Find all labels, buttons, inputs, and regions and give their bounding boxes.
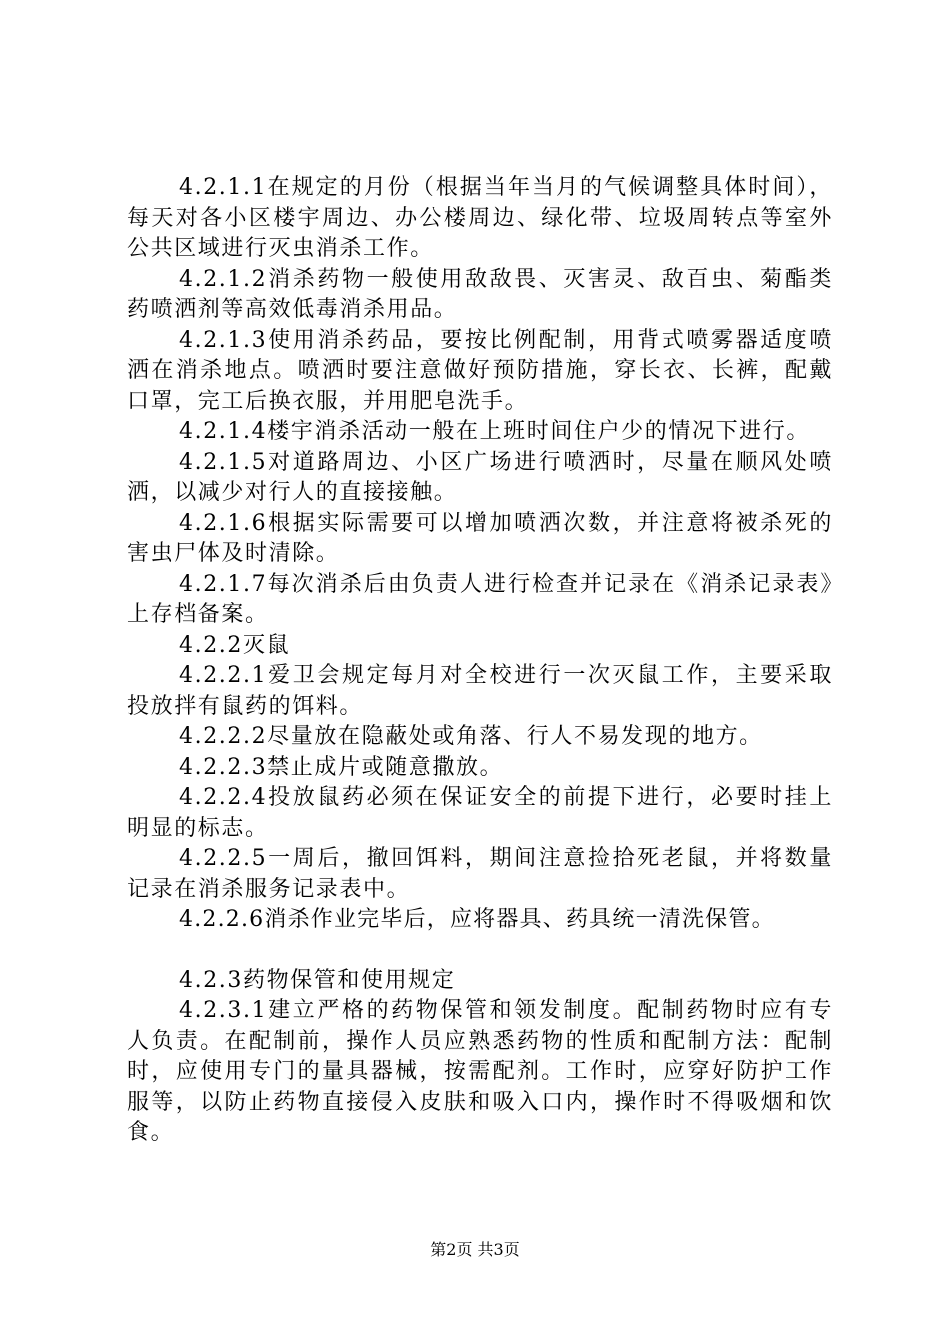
- paragraph-4-2-2-5: 4.2.2.5一周后，撤回饵料，期间注意捡拾死老鼠，并将数量记录在消杀服务记录表中。: [127, 846, 833, 902]
- paragraph-4-2-1-6: 4.2.1.6根据实际需要可以增加喷洒次数，并注意将被杀死的害虫尸体及时清除。: [127, 510, 833, 566]
- paragraph-4-2-3-1: 4.2.3.1建立严格的药物保管和领发制度。配制药物时应有专人负责。在配制前，操作人员应熟悉药物的性质和配制方法：配制时，应使用专门的量具器械，按需配剂。工作时，应穿好防护工作服等，以防止药物直接侵入皮肤和吸入口内，操作时不得吸烟和饮食。: [127, 998, 833, 1145]
- paragraph-4-2-2-3: 4.2.2.3禁止成片或随意撒放。: [179, 754, 504, 780]
- page-number-footer: 第2页 共3页: [430, 1240, 520, 1259]
- paragraph-4-2-1-5: 4.2.1.5对道路周边、小区广场进行喷洒时，尽量在顺风处喷洒，以减少对行人的直接接触。: [127, 449, 833, 505]
- paragraph-4-2-1-4: 4.2.1.4楼宇消杀活动一般在上班时间住户少的情况下进行。: [179, 419, 810, 444]
- paragraph-4-2-2-6: 4.2.2.6消杀作业完毕后，应将器具、药具统一清洗保管。: [179, 907, 775, 932]
- paragraph-4-2-1-3: 4.2.1.3使用消杀药品，要按比例配制，用背式喷雾器适度喷洒在消杀地点。喷洒时要注意做好预防措施，穿长衣、长裤，配戴口罩，完工后换衣服，并用肥皂洗手。: [127, 327, 833, 414]
- section-heading-4-2-3: 4.2.3药物保管和使用规定: [179, 967, 456, 993]
- paragraph-4-2-1-1: 4.2.1.1在规定的月份（根据当年当月的气候调整具体时间），每天对各小区楼宇周边、办公楼周边、绿化带、垃圾周转点等室外公共区域进行灭虫消杀工作。: [127, 175, 833, 261]
- section-heading-4-2-2: 4.2.2灭鼠: [179, 632, 291, 658]
- paragraph-4-2-1-7: 4.2.1.7每次消杀后由负责人进行检查并记录在《消杀记录表》上存档备案。: [127, 571, 833, 627]
- document-body: [127, 173, 833, 1149]
- paragraph-4-2-2-1: 4.2.2.1爱卫会规定每月对全校进行一次灭鼠工作，主要采取投放拌有鼠药的饵料。: [127, 663, 833, 719]
- paragraph-4-2-2-2: 4.2.2.2尽量放在隐蔽处或角落、行人不易发现的地方。: [179, 724, 763, 749]
- paragraph-4-2-2-4: 4.2.2.4投放鼠药必须在保证安全的前提下进行，必要时挂上明显的标志。: [127, 785, 833, 841]
- paragraph-4-2-1-2: 4.2.1.2消杀药物一般使用敌敌畏、灭害灵、敌百虫、菊酯类药喷洒剂等高效低毒消杀用品。: [127, 266, 833, 322]
